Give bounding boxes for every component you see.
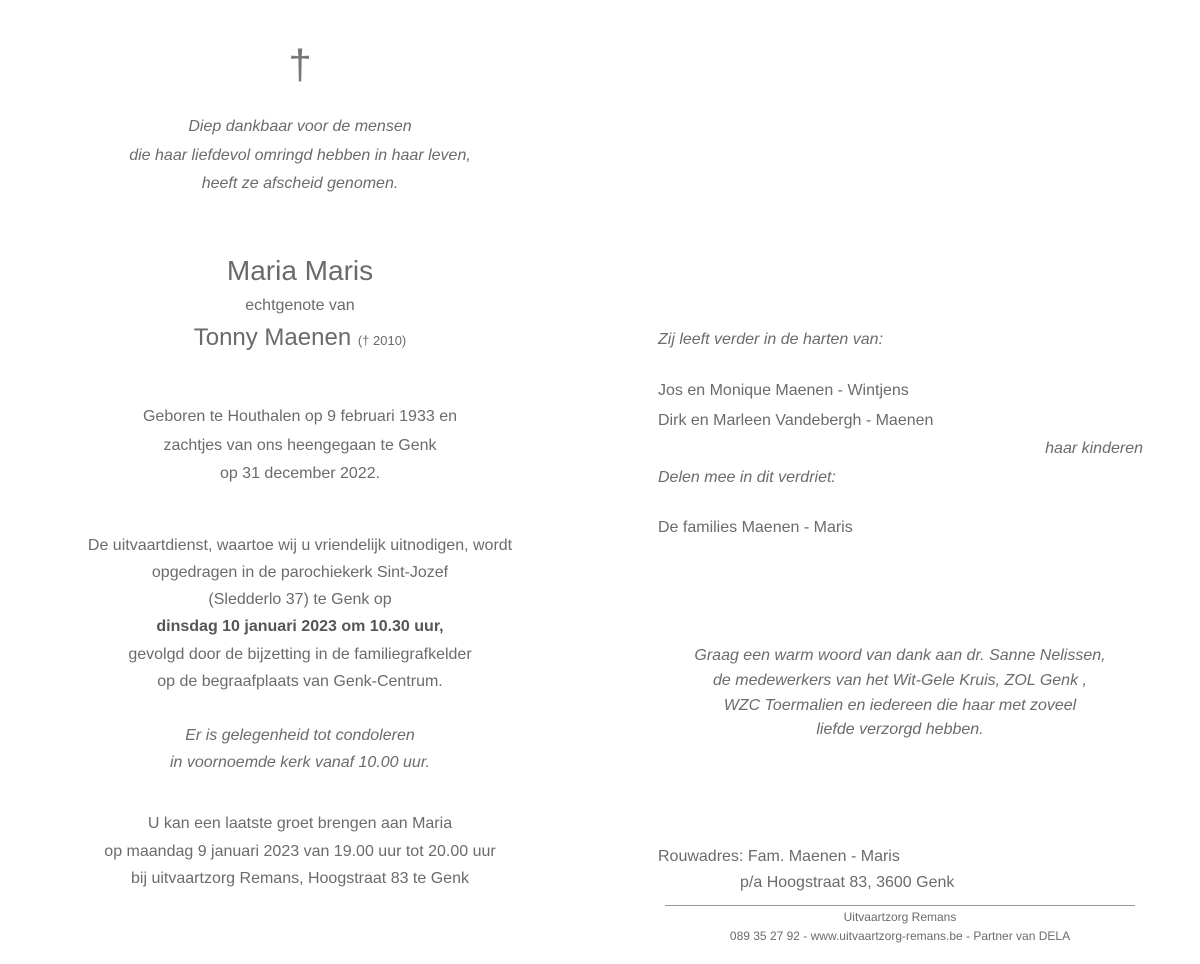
condolence-line-1: Er is gelegenheid tot condoleren (185, 727, 415, 744)
service-line-6: op de begraafplaats van Genk-Centrum. (157, 673, 443, 690)
service-line-5: gevolgd door de bijzetting in de familiegrafkelder (128, 646, 472, 663)
service-line-3: (Sledderlo 37) te Genk op (208, 591, 392, 608)
spouse-name: Tonny Maenen (193, 324, 352, 351)
service-line-2: opgedragen in de parochiekerk Sint-Jozef (151, 564, 449, 581)
birth-line-1: Geboren te Houthalen op 9 februari 1933 en (142, 408, 457, 425)
children-label: haar kinderen (1045, 440, 1143, 457)
share-heading: Delen mee in dit verdriet: (658, 469, 836, 486)
farewell-line-1: U kan een laatste groet brengen aan Maria (147, 815, 453, 832)
spouse-block (0, 322, 600, 357)
farewell-line-3: bij uitvaartzorg Remans, Hoogstraat 83 te Genk (131, 870, 469, 887)
thanks-line-1: Graag een warm woord van dank aan dr. Sanne Nelissen, (694, 647, 1106, 664)
birth-line-3: op 31 december 2022. (219, 465, 381, 482)
child-1: Jos en Monique Maenen - Wintjens (658, 382, 909, 399)
footer-contact: 089 35 27 92 - www.uitvaartzorg-remans.be - Partner van DELA (729, 929, 1071, 943)
thanks-line-4: liefde verzorgd hebben. (816, 721, 984, 738)
footer-company: Uitvaartzorg Remans (843, 910, 957, 924)
mourning-address-line-2: p/a Hoogstraat 83, 3600 Genk (740, 874, 955, 891)
thanks-line-3: WZC Toermalien en iedereen die haar met zoveel (723, 697, 1077, 714)
condolence-line-2: in voornoemde kerk vanaf 10.00 uur. (169, 754, 430, 771)
mourning-address-line-1: Rouwadres: Fam. Maenen - Maris (658, 848, 900, 865)
intro-line-2: die haar liefdevol omringd hebben in haar leven, (129, 147, 471, 164)
lives-on-heading: Zij leeft verder in de harten van: (658, 331, 884, 348)
farewell-line-2: op maandag 9 januari 2023 van 19.00 uur tot 20.00 uur (104, 843, 496, 860)
spouse-death-year: († 2010) (357, 333, 407, 348)
spouse-label: echtgenote van (245, 297, 355, 314)
service-date: dinsdag 10 januari 2023 om 10.30 uur, (156, 618, 444, 635)
birth-line-2: zachtjes van ons heengegaan te Genk (163, 437, 437, 454)
deceased-name: Maria Maris (226, 255, 374, 286)
intro-line-3: heeft ze afscheid genomen. (201, 175, 399, 192)
service-line-1: De uitvaartdienst, waartoe wij u vriendelijk uitnodigen, wordt (87, 537, 513, 554)
thanks-line-2: de medewerkers van het Wit-Gele Kruis, ZOL Genk , (713, 672, 1087, 689)
cross-symbol: † (288, 41, 312, 88)
child-2: Dirk en Marleen Vandebergh - Maenen (658, 412, 934, 429)
intro-line-1: Diep dankbaar voor de mensen (188, 118, 412, 135)
families: De families Maenen - Maris (658, 519, 853, 536)
footer-divider (665, 905, 1135, 906)
